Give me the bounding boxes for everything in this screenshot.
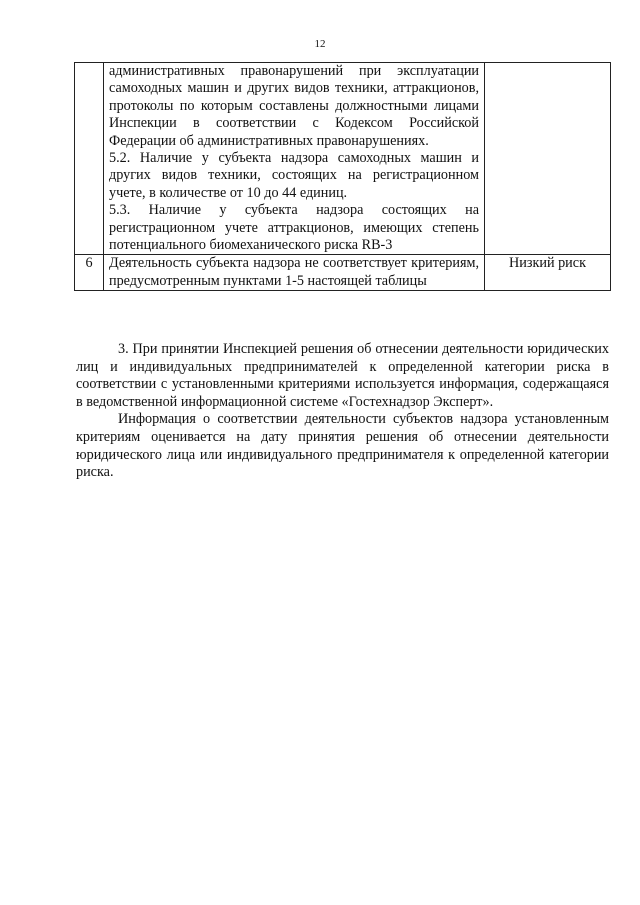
criteria-cell [104,255,485,291]
criteria-text: 5.3. Наличие у субъекта надзора состоящих на регистрационном учете аттракционов, имеющих степень потенциального биомеханического риска RB-3 [109,202,479,254]
risk-category-cell: Низкий риск [485,255,611,291]
row-number [75,63,104,255]
risk-category-cell [485,63,611,255]
risk-criteria-table [74,62,611,291]
criteria-text: Деятельность субъекта надзора не соответствует критериям, предусмотренным пунктами 1-5 настоящей таблицы [109,255,479,289]
criteria-cell [104,63,485,255]
table-row [75,255,611,291]
table-row [75,63,611,255]
row-number: 6 [75,255,104,291]
criteria-text: административных правонарушений при эксплуатации самоходных машин и других видов техники, аттракционов, протоколы по которым составлены должностными лицами Инспекции в соответствии с Кодексом Российской Федерации об административных правонарушениях. [109,63,479,149]
paragraph: Информация о соответствии деятельности субъектов надзора установленным критериям оценивается на дату принятия решения об отнесении деятельности юридического лица или индивидуального предпринимателя к определенной категории риска. [76,411,609,481]
criteria-text: 5.2. Наличие у субъекта надзора самоходных машин и других видов техники, состоящих на регистрационном учете, в количестве от 10 до 44 единиц. [109,150,479,201]
paragraph: 3. При принятии Инспекцией решения об отнесении деятельности юридических лиц и индивидуальных предпринимателей к определенной категории риска в соответствии с установленными критериями используется информация, содержащаяся в ведомственной информационной системе «Гостехнадзор Эксперт». [76,341,609,410]
document-body [76,341,609,482]
page-number: 12 [314,38,326,50]
